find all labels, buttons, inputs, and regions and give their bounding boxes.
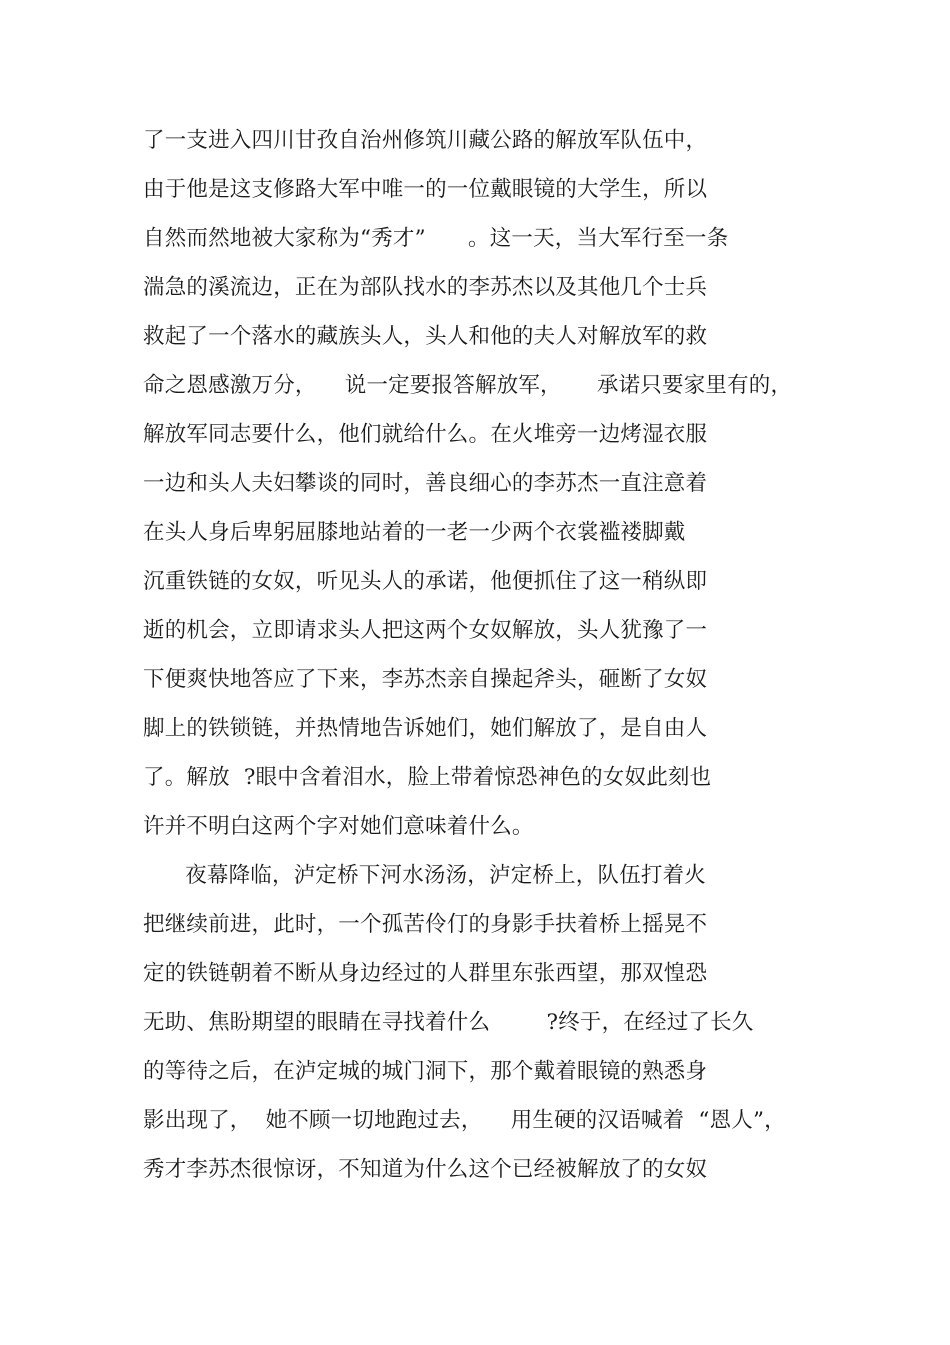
text-line: 秀才李苏杰很惊讶，不知道为什么这个已经被解放了的女奴 — [143, 1157, 708, 1182]
text-line: 了。解放 ?眼中含着泪水，脸上带着惊恐神色的女奴此刻也 — [143, 765, 712, 790]
text-line: 命之恩感激万分， 说一定要报答解放军， 承诺只要家里有的， — [143, 373, 793, 398]
text-line: 在头人身后卑躬屈膝地站着的一老一少两个衣裳褴褛脚戴 — [143, 520, 686, 545]
text-line: 把继续前进，此时，一个孤苦伶仃的身影手扶着桥上摇晃不 — [143, 912, 708, 937]
text-line: 由于他是这支修路大军中唯一的一位戴眼镜的大学生，所以 — [143, 177, 708, 202]
text-line: 许并不明白这两个字对她们意味着什么。 — [143, 814, 534, 839]
text-line: 逝的机会，立即请求头人把这两个女奴解放，头人犹豫了一 — [143, 618, 708, 643]
text-line: 救起了一个落水的藏族头人，头人和他的夫人对解放军的救 — [143, 324, 708, 349]
text-line: 的等待之后，在泸定城的城门洞下，那个戴着眼镜的熟悉身 — [143, 1059, 708, 1084]
text-line: 湍急的溪流边，正在为部队找水的李苏杰以及其他几个士兵 — [143, 275, 708, 300]
text-line: 一边和头人夫妇攀谈的同时，善良细心的李苏杰一直注意着 — [143, 471, 708, 496]
document-text-body — [143, 126, 823, 1204]
text-line: 解放军同志要什么，他们就给什么。在火堆旁一边烤湿衣服 — [143, 422, 708, 447]
text-line: 了一支进入四川甘孜自治州修筑川藏公路的解放军队伍中， — [143, 128, 708, 153]
text-line: 脚上的铁锁链，并热情地告诉她们，她们解放了，是自由人 — [143, 716, 708, 741]
text-line: 影出现了， 她不顾一切地跑过去， 用生硬的汉语喊着 “恩人”， — [143, 1108, 786, 1133]
text-line: 自然而然地被大家称为“秀才” 。这一天，当大军行至一条 — [143, 226, 729, 251]
text-line: 夜幕降临，泸定桥下河水汤汤，泸定桥上，队伍打着火 — [143, 863, 707, 888]
text-line: 定的铁链朝着不断从身边经过的人群里东张西望，那双惶恐 — [143, 961, 708, 986]
text-line: 沉重铁链的女奴，听见头人的承诺，他便抓住了这一稍纵即 — [143, 569, 708, 594]
text-line: 无助、焦盼期望的眼睛在寻找着什么 ?终于，在经过了长久 — [143, 1010, 754, 1035]
text-line: 下便爽快地答应了下来，李苏杰亲自操起斧头，砸断了女奴 — [143, 667, 708, 692]
